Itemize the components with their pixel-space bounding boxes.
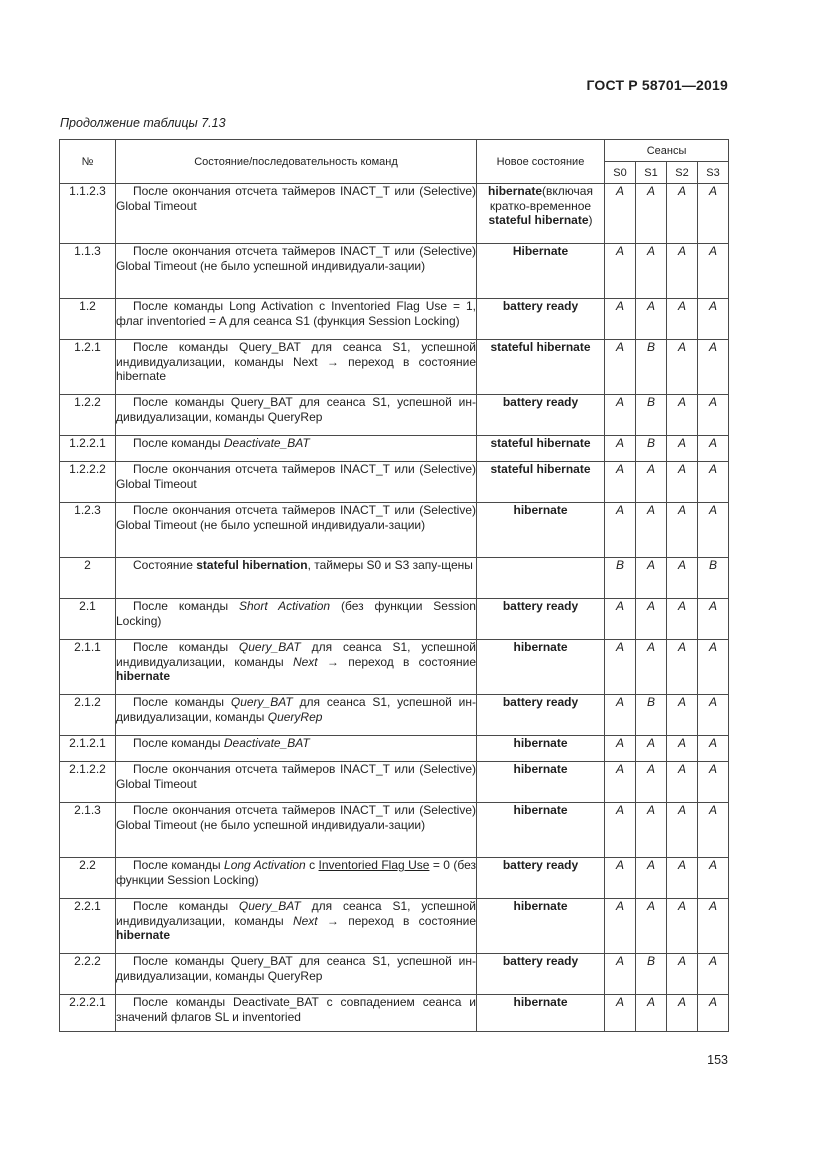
cond-text: Состояние [133, 558, 197, 572]
session-cell-s1: A [636, 599, 667, 640]
row-number: 2.1.1 [60, 640, 116, 695]
session-cell-s3: A [698, 244, 729, 299]
table-row [60, 858, 729, 899]
session-cell-s0: A [605, 695, 636, 736]
session-cell-s3: A [698, 436, 729, 462]
condition-cell [116, 503, 477, 558]
state-text: hibernate [488, 184, 543, 198]
table-row [60, 995, 729, 1032]
session-cell-s2: A [667, 695, 698, 736]
cond-text: Short Activation [238, 599, 331, 613]
session-cell-s2: A [667, 436, 698, 462]
session-cell-s1: A [636, 899, 667, 954]
row-number: 2.1.2.2 [60, 762, 116, 803]
header-num: № [60, 140, 116, 184]
session-cell-s1: A [636, 558, 667, 599]
cond-text: После команды [133, 640, 239, 654]
cond-text: Query_BAT [230, 695, 293, 709]
table-row [60, 954, 729, 995]
new-state-cell [477, 599, 605, 640]
session-cell-s3: A [698, 695, 729, 736]
session-cell-s2: A [667, 995, 698, 1032]
session-cell-s2: A [667, 462, 698, 503]
session-cell-s1: A [636, 858, 667, 899]
cond-text: для сеанса S1, успешной ин-дивидуализации, команды [116, 695, 476, 724]
new-state-cell [477, 395, 605, 436]
condition-cell [116, 299, 477, 340]
cond-text: Query_BAT [238, 899, 301, 913]
session-cell-s3: A [698, 640, 729, 695]
session-cell-s3: A [698, 340, 729, 395]
cond-text: → переход в состояние [317, 913, 477, 928]
session-cell-s3: A [698, 858, 729, 899]
condition-cell [116, 558, 477, 599]
session-cell-s0: A [605, 803, 636, 858]
table-continuation-caption: Продолжение таблицы 7.13 [60, 116, 226, 130]
session-cell-s2: A [667, 858, 698, 899]
table-row [60, 803, 729, 858]
new-state-cell [477, 954, 605, 995]
state-text: Hibernate [512, 244, 569, 258]
session-cell-s3: A [698, 803, 729, 858]
cond-text: Next [292, 913, 318, 928]
table-row [60, 436, 729, 462]
state-text: battery ready [502, 954, 579, 968]
cond-text: После команды [133, 599, 239, 613]
cond-text: После окончания отсчета таймеров INACT_T или (Selective) Global Timeout [116, 184, 476, 213]
standard-code: ГОСТ Р 58701—2019 [586, 77, 728, 93]
session-cell-s1: B [636, 340, 667, 395]
condition-cell [116, 995, 477, 1032]
session-cell-s1: A [636, 640, 667, 695]
session-cell-s2: A [667, 244, 698, 299]
session-cell-s0: A [605, 436, 636, 462]
new-state-cell [477, 436, 605, 462]
table-row [60, 395, 729, 436]
session-cell-s0: A [605, 640, 636, 695]
cond-text: Deactivate_BAT [223, 736, 310, 750]
cond-text: (без функции Session Locking) [116, 599, 476, 628]
session-cell-s1: A [636, 462, 667, 503]
session-cell-s0: A [605, 184, 636, 244]
row-number: 2.2.2.1 [60, 995, 116, 1032]
new-state-cell [477, 503, 605, 558]
header-session-s0: S0 [605, 162, 636, 184]
condition-cell [116, 599, 477, 640]
cond-text: После команды [133, 695, 231, 709]
condition-cell [116, 803, 477, 858]
cond-text: После окончания отсчета таймеров INACT_T или (Selective) Global Timeout (не было успешной индивидуали-зации) [116, 803, 476, 832]
cond-text: , таймеры S0 и S3 запу-щены [307, 558, 473, 572]
cond-text: После окончания отсчета таймеров INACT_T или (Selective) Global Timeout (не было успешной индивидуали-зации) [116, 244, 476, 273]
condition-cell [116, 244, 477, 299]
cond-text: После команды Query_BAT для сеанса S1, успешной ин-дивидуализации, команды QueryRep [116, 954, 476, 983]
session-cell-s0: A [605, 395, 636, 436]
row-number: 1.2.3 [60, 503, 116, 558]
state-text: battery ready [502, 858, 579, 872]
cond-text: → переход в состояние [317, 654, 477, 669]
header-new-state: Новое состояние [477, 140, 605, 184]
cond-text: После окончания отсчета таймеров INACT_T или (Selective) Global Timeout [116, 462, 476, 491]
row-number: 1.2 [60, 299, 116, 340]
session-cell-s2: A [667, 340, 698, 395]
session-cell-s0: A [605, 503, 636, 558]
row-number: 1.1.2.3 [60, 184, 116, 244]
new-state-cell [477, 736, 605, 762]
row-number: 1.2.1 [60, 340, 116, 395]
session-cell-s0: A [605, 954, 636, 995]
session-cell-s1: A [636, 299, 667, 340]
condition-cell [116, 762, 477, 803]
condition-cell [116, 640, 477, 695]
session-cell-s3: A [698, 462, 729, 503]
condition-cell [116, 695, 477, 736]
cond-text: После команды Query_BAT для сеанса S1, успешной ин-дивидуализации, команды QueryRep [116, 395, 476, 424]
header-session-s1: S1 [636, 162, 667, 184]
state-text: battery ready [502, 299, 579, 313]
session-cell-s3: A [698, 503, 729, 558]
session-cell-s1: B [636, 436, 667, 462]
cond-text: hibernate [116, 669, 171, 683]
session-cell-s0: A [605, 340, 636, 395]
session-cell-s3: A [698, 599, 729, 640]
table-row [60, 762, 729, 803]
session-cell-s3: A [698, 954, 729, 995]
session-cell-s0: A [605, 244, 636, 299]
session-cell-s0: A [605, 736, 636, 762]
session-cell-s2: A [667, 558, 698, 599]
cond-text: После команды [133, 858, 225, 872]
condition-cell [116, 954, 477, 995]
page-number: 153 [707, 1053, 728, 1067]
row-number: 1.2.2 [60, 395, 116, 436]
state-text: hibernate [513, 503, 568, 517]
condition-cell [116, 395, 477, 436]
condition-cell [116, 899, 477, 954]
cond-text: QueryRep [267, 709, 323, 724]
state-text: hibernate [513, 762, 568, 776]
cond-text: = 0 (без функции Session Locking) [116, 858, 476, 887]
cond-text: для сеанса S1, успешной индивидуализации, команды [116, 640, 476, 669]
state-text: hibernate [513, 640, 568, 654]
row-number: 1.2.2.1 [60, 436, 116, 462]
table-row [60, 340, 729, 395]
condition-cell [116, 184, 477, 244]
cond-text: Deactivate_BAT [223, 436, 310, 450]
row-number: 2.1.2.1 [60, 736, 116, 762]
table-body [60, 184, 729, 1032]
new-state-cell [477, 695, 605, 736]
session-cell-s0: B [605, 558, 636, 599]
session-cell-s0: A [605, 762, 636, 803]
session-cell-s1: A [636, 995, 667, 1032]
state-text: stateful hibernate [490, 462, 591, 476]
new-state-cell [477, 803, 605, 858]
row-number: 1.1.3 [60, 244, 116, 299]
state-text: (включая кратко-временное [489, 184, 593, 213]
session-cell-s1: A [636, 184, 667, 244]
table-row [60, 695, 729, 736]
row-number: 2.2.2 [60, 954, 116, 995]
table-row [60, 599, 729, 640]
session-cell-s0: A [605, 858, 636, 899]
session-cell-s2: A [667, 184, 698, 244]
session-cell-s1: B [636, 695, 667, 736]
state-text: hibernate [513, 899, 568, 913]
session-cell-s3: A [698, 395, 729, 436]
header-sessions: Сеансы [605, 140, 729, 162]
condition-cell [116, 736, 477, 762]
session-cell-s2: A [667, 503, 698, 558]
cond-text: После команды [133, 899, 239, 913]
row-number: 2.1.2 [60, 695, 116, 736]
table-row [60, 736, 729, 762]
session-cell-s2: A [667, 299, 698, 340]
session-cell-s0: A [605, 599, 636, 640]
session-cell-s3: A [698, 299, 729, 340]
state-text: ) [588, 213, 593, 227]
state-text: hibernate [513, 803, 568, 817]
row-number: 2.2.1 [60, 899, 116, 954]
session-cell-s3: A [698, 762, 729, 803]
session-cell-s3: A [698, 184, 729, 244]
new-state-cell [477, 558, 605, 599]
table-row [60, 299, 729, 340]
session-cell-s2: A [667, 736, 698, 762]
cond-text: После команды Deactivate_BAT с совпадением сеанса и значений флагов SL и inventoried [116, 995, 476, 1024]
new-state-cell [477, 340, 605, 395]
session-cell-s1: B [636, 954, 667, 995]
cond-text: Inventoried Flag Use [318, 858, 430, 872]
session-cell-s1: A [636, 503, 667, 558]
cond-text: После окончания отсчета таймеров INACT_T или (Selective) Global Timeout (не было успешной индивидуали-зации) [116, 503, 476, 532]
session-cell-s2: A [667, 762, 698, 803]
new-state-cell [477, 462, 605, 503]
session-cell-s1: B [636, 395, 667, 436]
condition-cell [116, 462, 477, 503]
cond-text: hibernate [116, 928, 171, 942]
row-number: 2 [60, 558, 116, 599]
cond-text: После команды Long Activation с Inventoried Flag Use = 1, флаг inventoried = A для сеанса S1 (функция Session Locking) [116, 299, 476, 328]
cond-text: После окончания отсчета таймеров INACT_T или (Selective) Global Timeout [116, 762, 476, 791]
session-cell-s2: A [667, 640, 698, 695]
new-state-cell [477, 899, 605, 954]
row-number: 2.1.3 [60, 803, 116, 858]
table-row [60, 462, 729, 503]
state-text: stateful hibernate [488, 213, 589, 227]
table-row [60, 244, 729, 299]
table-row [60, 558, 729, 599]
session-cell-s0: A [605, 299, 636, 340]
state-text: battery ready [502, 395, 579, 409]
table-row [60, 184, 729, 244]
table-row [60, 899, 729, 954]
session-cell-s2: A [667, 599, 698, 640]
cond-text: После команды Query_BAT для сеанса S1, успешной индивидуализации, команды Next → переход в состояние hibernate [116, 340, 476, 383]
new-state-cell [477, 762, 605, 803]
row-number: 2.1 [60, 599, 116, 640]
session-cell-s0: A [605, 995, 636, 1032]
header-session-s3: S3 [698, 162, 729, 184]
new-state-cell [477, 184, 605, 244]
condition-cell [116, 340, 477, 395]
new-state-cell [477, 858, 605, 899]
session-cell-s3: A [698, 736, 729, 762]
session-cell-s1: A [636, 762, 667, 803]
session-cell-s2: A [667, 954, 698, 995]
state-text: stateful hibernate [490, 340, 591, 354]
session-cell-s0: A [605, 462, 636, 503]
cond-text: Long Activation [224, 858, 306, 872]
row-number: 1.2.2.2 [60, 462, 116, 503]
session-cell-s3: B [698, 558, 729, 599]
header-condition: Состояние/последовательность команд [116, 140, 477, 184]
cond-text: stateful hibernation [196, 558, 308, 572]
cond-text: Query_BAT [238, 640, 301, 654]
session-cell-s0: A [605, 899, 636, 954]
state-text: stateful hibernate [490, 436, 591, 450]
session-cell-s1: A [636, 244, 667, 299]
condition-cell [116, 858, 477, 899]
cond-text: После команды [133, 436, 224, 450]
new-state-cell [477, 299, 605, 340]
new-state-cell [477, 640, 605, 695]
row-number: 2.2 [60, 858, 116, 899]
session-cell-s2: A [667, 803, 698, 858]
state-text: hibernate [513, 736, 568, 750]
session-cell-s3: A [698, 995, 729, 1032]
session-cell-s1: A [636, 736, 667, 762]
condition-cell [116, 436, 477, 462]
cond-text: Next [292, 654, 318, 669]
new-state-cell [477, 244, 605, 299]
session-cell-s2: A [667, 899, 698, 954]
table-row [60, 503, 729, 558]
session-cell-s2: A [667, 395, 698, 436]
header-session-s2: S2 [667, 162, 698, 184]
cond-text: с [305, 858, 319, 872]
table-row [60, 640, 729, 695]
state-text: battery ready [502, 695, 579, 709]
session-cell-s3: A [698, 899, 729, 954]
cond-text: После команды [133, 736, 224, 750]
new-state-cell [477, 995, 605, 1032]
state-text: hibernate [513, 995, 568, 1009]
session-cell-s1: A [636, 803, 667, 858]
state-text: battery ready [502, 599, 579, 613]
state-transition-table [59, 139, 729, 1032]
cond-text: для сеанса S1, успешной индивидуализации, команды [116, 899, 476, 928]
